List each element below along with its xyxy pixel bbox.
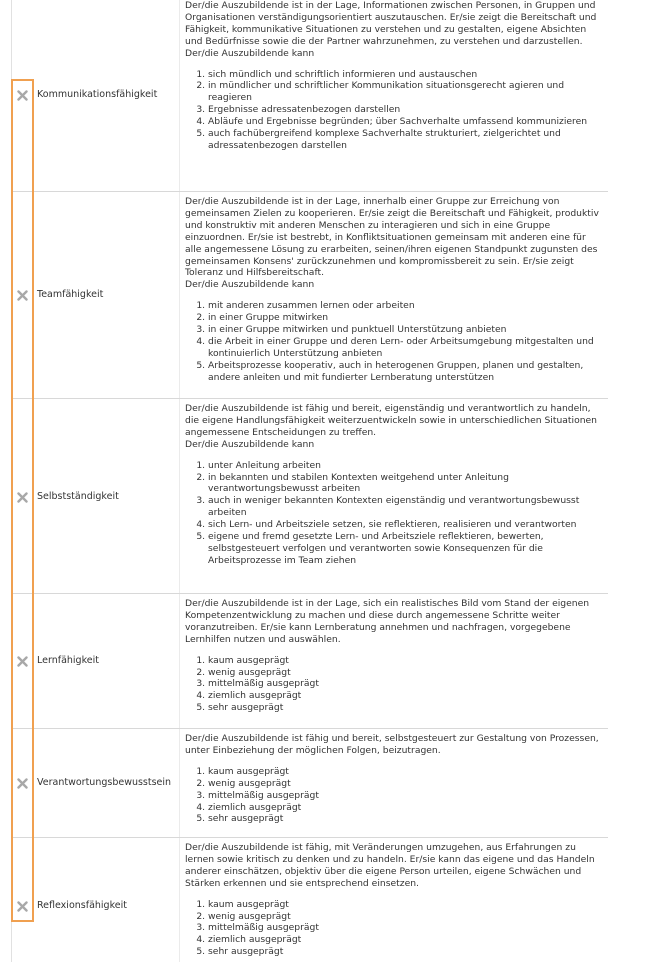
level-list — [185, 300, 605, 383]
level-item: 3. auch in weniger bekannten Kontexten eigenständig und verantwortungsbewusst arbeiten — [208, 495, 605, 519]
level-item: 2. in einer Gruppe mitwirken — [208, 312, 605, 324]
remove-competency-button[interactable] — [16, 289, 29, 302]
competency-lead: Der/die Auszubildende kann — [185, 47, 315, 59]
level-item: 1. unter Anleitung arbeiten — [208, 460, 605, 472]
level-list — [185, 655, 605, 715]
competency-name: Verantwortungsbewusstsein — [37, 777, 172, 788]
level-item: 4. Abläufe und Ergebnisse begründen; über Sachverhalte umfassend kommunizieren — [208, 116, 605, 128]
level-item: 2. wenig ausgeprägt — [208, 778, 605, 790]
competency-description — [185, 733, 605, 825]
level-item: 4. ziemlich ausgeprägt — [208, 802, 605, 814]
remove-competency-button[interactable] — [16, 655, 29, 668]
level-item: 4. ziemlich ausgeprägt — [208, 934, 605, 946]
competency-lead: Der/die Auszubildende kann — [185, 279, 315, 291]
close-icon — [17, 290, 28, 301]
level-list — [185, 460, 605, 567]
level-item: 2. in bekannten und stabilen Kontexten weitgehend unter Anleitung verantwortungsbewusst arbeiten — [208, 472, 605, 496]
competency-intro: Der/die Auszubildende ist fähig, mit Veränderungen umzugehen, aus Erfahrungen zu lernen sowie kritisch zu denken und zu handeln. Er/sie kann das eigene und das Handeln anderer einschätzen, objektiv über die eigene Person urteilen, eigene Schwächen und Stärken erkennen und sie entsprechend einsetzen. — [185, 842, 595, 889]
competency-lead: Der/die Auszubildende kann — [185, 438, 315, 450]
level-item: 1. sich mündlich und schriftlich informieren und austauschen — [208, 69, 605, 81]
competency-description — [185, 598, 605, 714]
competency-row — [11, 729, 608, 838]
close-icon — [17, 90, 28, 101]
remove-competency-button[interactable] — [16, 777, 29, 790]
remove-competency-button[interactable] — [16, 89, 29, 102]
competency-description — [185, 403, 605, 567]
level-item: 4. die Arbeit in einer Gruppe und deren Lern- oder Arbeitsumgebung mitgestalten und kontinuierlich Unterstützung anbieten — [208, 336, 605, 360]
level-item: 2. wenig ausgeprägt — [208, 911, 605, 923]
competency-description — [185, 0, 605, 152]
close-icon — [17, 901, 28, 912]
level-item: 1. mit anderen zusammen lernen oder arbeiten — [208, 300, 605, 312]
competency-name: Selbstständigkeit — [37, 491, 119, 502]
competency-row — [11, 399, 608, 594]
level-item: 1. kaum ausgeprägt — [208, 899, 605, 911]
level-item: 1. kaum ausgeprägt — [208, 655, 605, 667]
level-item: 4. ziemlich ausgeprägt — [208, 690, 605, 702]
level-list — [185, 766, 605, 826]
level-item: 5. sehr ausgeprägt — [208, 946, 605, 958]
level-item: 3. in einer Gruppe mitwirken und punktuell Unterstützung anbieten — [208, 324, 605, 336]
level-item: 1. kaum ausgeprägt — [208, 766, 605, 778]
level-item: 3. mittelmäßig ausgeprägt — [208, 790, 605, 802]
competency-row — [11, 838, 608, 962]
competency-row — [11, 192, 608, 399]
level-list — [185, 899, 605, 959]
remove-competency-button[interactable] — [16, 491, 29, 504]
remove-competency-button[interactable] — [16, 900, 29, 913]
competency-name: Teamfähigkeit — [37, 289, 104, 300]
level-list — [185, 69, 605, 152]
competency-row — [11, 0, 608, 192]
level-item: 5. sehr ausgeprägt — [208, 702, 605, 714]
competency-description — [185, 196, 605, 384]
level-item: 3. Ergebnisse adressatenbezogen darstellen — [208, 104, 605, 116]
competency-description — [185, 842, 605, 958]
level-item: 5. eigene und fremd gesetzte Lern- und Arbeitsziele reflektieren, bewerten, selbstgesteuert verfolgen und verantworten sowie Konsequenzen für die Arbeitsprozesse im Team ziehen — [208, 531, 605, 567]
level-item: 5. sehr ausgeprägt — [208, 813, 605, 825]
competency-name: Reflexionsfähigkeit — [37, 900, 127, 911]
level-item: 5. Arbeitsprozesse kooperativ, auch in heterogenen Gruppen, planen und gestalten, andere anleiten und mit fundierter Lernberatung unterstützen — [208, 360, 605, 384]
competency-name: Lernfähigkeit — [37, 655, 99, 666]
close-icon — [17, 492, 28, 503]
level-item: 2. in mündlicher und schriftlicher Kommunikation situationsgerecht agieren und reagieren — [208, 80, 605, 104]
competency-intro: Der/die Auszubildende ist fähig und bereit, eigenständig und verantwortlich zu handeln, die eigene Handlungsfähigkeit weiterzuentwickeln sowie in unterschiedlichen Situationen angemessene Entscheidungen zu treffen. — [185, 403, 597, 438]
competency-intro: Der/die Auszubildende ist in der Lage, innerhalb einer Gruppe zur Erreichung von gemeinsamen Zielen zu kooperieren. Er/sie zeigt die Bereitschaft und Fähigkeit, produktiv und konstruktiv mit anderen Menschen zu interagieren und sich in eine Gruppe einzuordnen. Er/sie ist bestrebt, in Konfliktsituationen gemeinsam mit anderen eine für alle angemessene Lösung zu erarbeiten, seinen/ihren eigenen Standpunkt zugunsten des gemeinsamen Konsens' zurückzunehmen und kompromissbereit zu sein. Er/sie zeigt Toleranz und Hilfsbereitschaft. — [185, 196, 599, 279]
close-icon — [17, 778, 28, 789]
competency-name: Kommunikationsfähigkeit — [37, 89, 158, 100]
level-item: 2. wenig ausgeprägt — [208, 667, 605, 679]
competency-intro: Der/die Auszubildende ist in der Lage, Informationen zwischen Personen, in Gruppen und Organisationen verständigungsorientiert auszutauschen. Er/sie zeigt die Bereitschaft und Fähigkeit, kommunikative Situationen zu verstehen und zu gestalten, eigene Absichten und Bedürfnisse sowie die der Partner wahrzunehmen, zu verstehen und darzustellen. — [185, 0, 597, 47]
close-icon — [17, 656, 28, 667]
competency-intro: Der/die Auszubildende ist fähig und bereit, selbstgesteuert zur Gestaltung von Prozessen, unter Einbeziehung der möglichen Folgen, beizutragen. — [185, 733, 599, 756]
level-item: 3. mittelmäßig ausgeprägt — [208, 678, 605, 690]
competency-intro: Der/die Auszubildende ist in der Lage, sich ein realistisches Bild vom Stand der eigenen Kompetenzentwicklung zu machen und diese durch angemessene Schritte weiter voranzutreiben. Er/sie kann Lernberatung annehmen und nachfragen, vorgegebene Lernhilfen nutzen und auswählen. — [185, 598, 590, 645]
level-item: 3. mittelmäßig ausgeprägt — [208, 922, 605, 934]
level-item: 5. auch fachübergreifend komplexe Sachverhalte strukturiert, zielgerichtet und adressatenbezogen darstellen — [208, 128, 605, 152]
competency-row — [11, 594, 608, 729]
level-item: 4. sich Lern- und Arbeitsziele setzen, sie reflektieren, realisieren und verantworten — [208, 519, 605, 531]
